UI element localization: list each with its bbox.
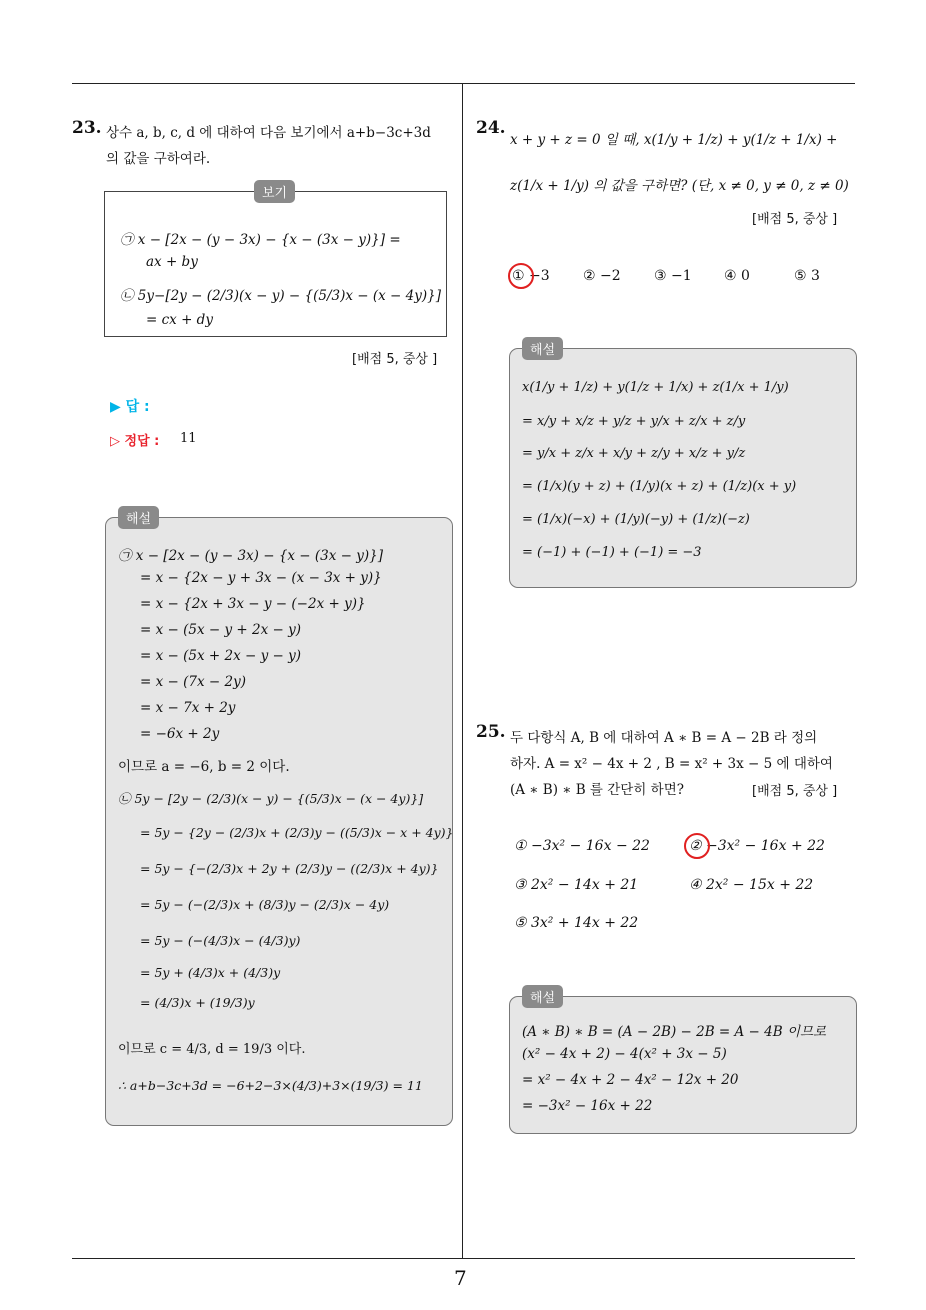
solution-tag: 해설 xyxy=(118,506,159,529)
solution-line: (A ∗ B) ∗ B = (A − 2B) − 2B = A − 4B 이므로 xyxy=(522,1024,827,1040)
solution-line: = x/y + x/z + y/z + y/x + z/x + z/y xyxy=(522,414,746,429)
solution-line: = 5y + (4/3)x + (4/3)y xyxy=(140,965,281,980)
solution-line: = 5y − (−(4/3)x − (4/3)y) xyxy=(140,933,301,948)
question-text: 의 값을 구하여라. xyxy=(106,151,211,167)
solution-tag: 해설 xyxy=(522,337,563,360)
question-text: x + y + z = 0 일 때, x(1/y + 1/z) + y(1/z + 1/x) + xyxy=(510,132,838,148)
top-rule xyxy=(72,83,855,84)
solution-line: = (−1) + (−1) + (−1) = −3 xyxy=(522,545,702,560)
solution-line: = 5y − {2y − (2/3)x + (2/3)y − ((5/3)x − x + 4y)} xyxy=(140,825,454,840)
solution-line: (x² − 4x + 2) − 4(x² + 3x − 5) xyxy=(522,1046,727,1062)
selected-answer-mark xyxy=(508,263,534,289)
solution-line: = x − 7x + 2y xyxy=(140,700,236,716)
solution-line: ∴ a+b−3c+3d = −6+2−3×(4/3)+3×(19/3) = 11 xyxy=(118,1078,423,1093)
choice-2[interactable]: ② −2 xyxy=(583,268,621,284)
choice-4[interactable]: ④ 2x² − 15x + 22 xyxy=(689,877,814,893)
solution-line: = (4/3)x + (19/3)y xyxy=(140,995,255,1010)
solution-line: = x² − 4x + 2 − 4x² − 12x + 20 xyxy=(522,1072,739,1088)
solution-line: = x − (7x − 2y) xyxy=(140,674,246,690)
example-line: = cx + dy xyxy=(146,312,213,328)
score-label: [배점 5, 중상 ] xyxy=(352,352,438,367)
solution-line: = x − (5x + 2x − y − y) xyxy=(140,648,301,664)
solution-tag: 해설 xyxy=(522,985,563,1008)
answer-label: ▶ 답 : xyxy=(110,399,150,415)
solution-line: x(1/y + 1/z) + y(1/z + 1/x) + z(1/x + 1/y) xyxy=(522,380,789,395)
choice-5[interactable]: ⑤ 3 xyxy=(794,268,820,284)
correct-answer-label: ▷ 정답 : xyxy=(110,434,160,449)
solution-line: ㉠ x − [2x − (y − 3x) − {x − (3x − y)}] xyxy=(118,548,384,564)
page-number: 7 xyxy=(454,1266,467,1290)
solution-line: = −3x² − 16x + 22 xyxy=(522,1098,653,1114)
solution-line: = −6x + 2y xyxy=(140,726,220,742)
correct-answer-value: 11 xyxy=(180,431,197,446)
example-tag: 보기 xyxy=(254,180,295,203)
selected-answer-mark xyxy=(684,833,710,859)
score-label: [배점 5, 중상 ] xyxy=(752,784,838,799)
question-number: 25. xyxy=(476,722,506,742)
score-label: [배점 5, 중상 ] xyxy=(752,212,838,227)
choice-2[interactable]: ② −3x² − 16x + 22 xyxy=(689,838,825,854)
solution-line: = y/x + z/x + x/y + z/y + x/z + y/z xyxy=(522,446,746,461)
bottom-rule xyxy=(72,1258,855,1259)
solution-line: 이므로 a = −6, b = 2 이다. xyxy=(118,759,290,775)
example-line: ㉠ x − [2x − (y − 3x) − {x − (3x − y)}] = xyxy=(120,232,401,248)
question-text: z(1/x + 1/y) 의 값을 구하면? (단, x ≠ 0, y ≠ 0, z ≠ 0) xyxy=(510,178,849,194)
question-number: 24. xyxy=(476,118,506,138)
solution-line: = (1/x)(−x) + (1/y)(−y) + (1/z)(−z) xyxy=(522,512,750,527)
question-text: (A ∗ B) ∗ B 를 간단히 하면? xyxy=(510,782,684,798)
solution-line: = x − (5x − y + 2x − y) xyxy=(140,622,301,638)
example-line: ax + by xyxy=(146,254,198,270)
solution-line: = (1/x)(y + z) + (1/y)(x + z) + (1/z)(x + y) xyxy=(522,479,797,494)
choice-4[interactable]: ④ 0 xyxy=(724,268,750,284)
choice-3[interactable]: ③ −1 xyxy=(654,268,692,284)
solution-line: = 5y − {−(2/3)x + 2y + (2/3)y − ((2/3)x + 4y)} xyxy=(140,861,439,876)
solution-line: = x − {2x + 3x − y − (−2x + y)} xyxy=(140,596,366,612)
example-line: ㉡ 5y−[2y − (2/3)(x − y) − {(5/3)x − (x − 4y)}] xyxy=(120,288,441,304)
question-text: 하자. A = x² − 4x + 2 , B = x² + 3x − 5 에 대하여 xyxy=(510,756,833,772)
column-divider xyxy=(462,83,463,1259)
question-text: 두 다항식 A, B 에 대하여 A ∗ B = A − 2B 라 정의 xyxy=(510,730,818,746)
question-text: 상수 a, b, c, d 에 대하여 다음 보기에서 a+b−3c+3d xyxy=(106,125,431,141)
choice-1[interactable]: ① −3 xyxy=(512,268,550,284)
choice-3[interactable]: ③ 2x² − 14x + 21 xyxy=(514,877,639,893)
solution-line: = 5y − (−(2/3)x + (8/3)y − (2/3)x − 4y) xyxy=(140,897,390,912)
solution-line: = x − {2x − y + 3x − (x − 3x + y)} xyxy=(140,570,382,586)
choice-5[interactable]: ⑤ 3x² + 14x + 22 xyxy=(514,915,639,931)
solution-line: ㉡ 5y − [2y − (2/3)(x − y) − {(5/3)x − (x − 4y)}] xyxy=(118,791,424,806)
solution-line: 이므로 c = 4/3, d = 19/3 이다. xyxy=(118,1042,306,1057)
question-number: 23. xyxy=(72,118,102,138)
choice-1[interactable]: ① −3x² − 16x − 22 xyxy=(514,838,650,854)
